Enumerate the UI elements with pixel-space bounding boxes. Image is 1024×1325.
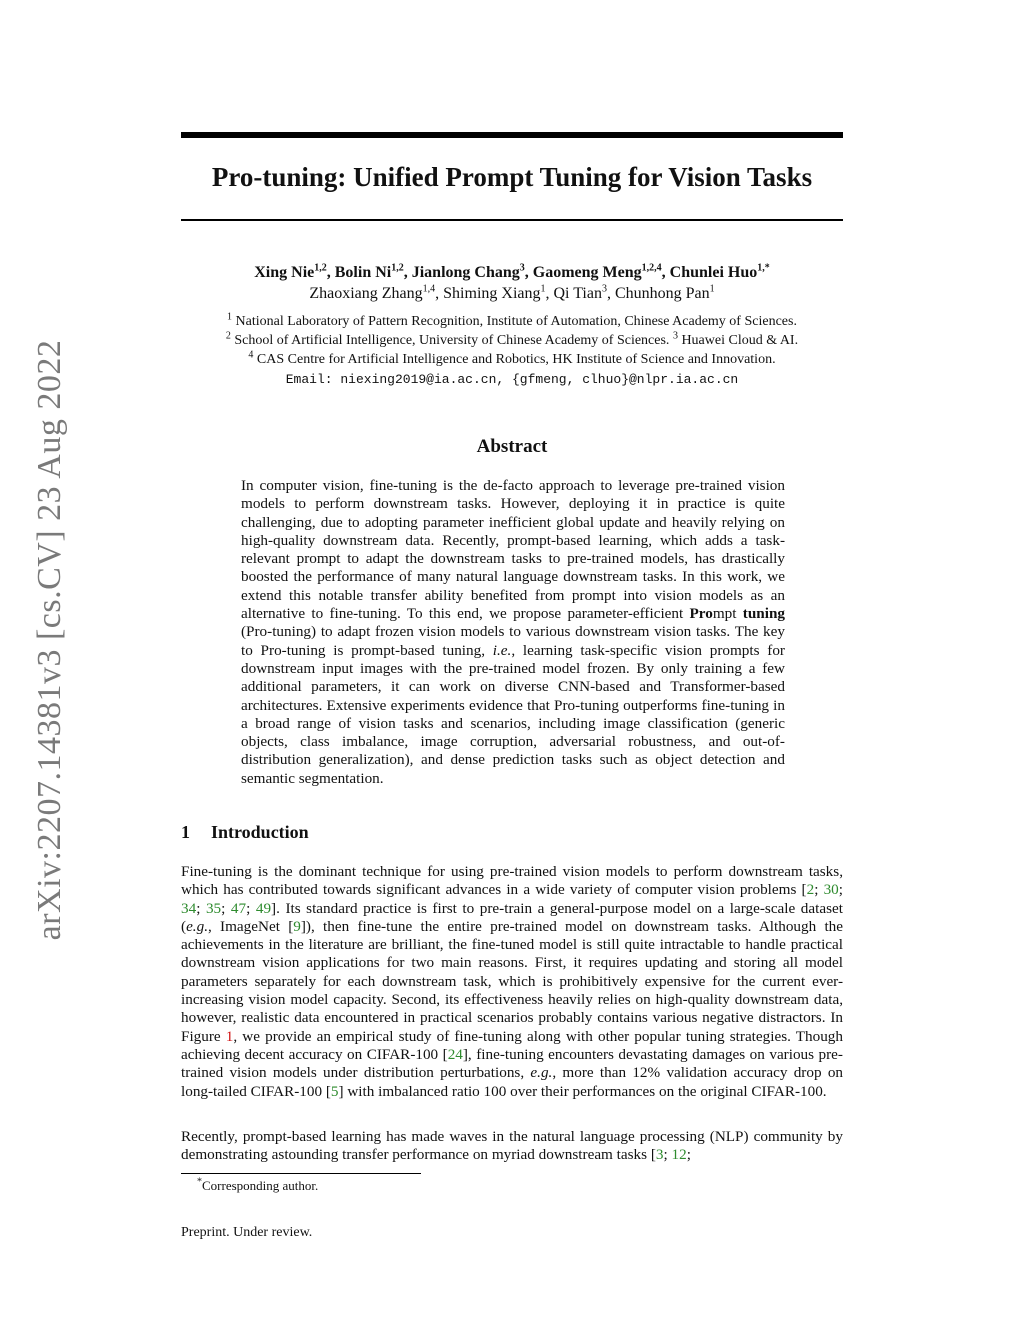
paper-title: Pro-tuning: Unified Prompt Tuning for Vision Tasks <box>211 162 813 192</box>
affiliation-number: 3 <box>672 330 678 342</box>
author-name: Bolin Ni <box>334 264 392 281</box>
author-list-secondary <box>181 285 843 303</box>
body-text: Recently, prompt-based learning has made waves in the natural language processing (NLP) community by demonstrating astounding transfer performance on myriad downstream tasks [ <box>181 1128 843 1164</box>
citation-separator: ; <box>221 899 231 917</box>
abstract-text: (Pro-tuning) to adapt frozen vision models to various downstream vision tasks. The key to Pro-tuning is prompt-based tuning, <box>241 623 785 659</box>
figure-link[interactable]: 1 <box>225 1027 234 1045</box>
affiliation-1 <box>181 311 843 330</box>
citation-separator: ; <box>246 899 256 917</box>
page-footer: Preprint. Under review. <box>181 1225 313 1240</box>
citation-link[interactable]: 2 <box>806 881 815 899</box>
author-separator: , <box>403 264 412 281</box>
body-text: ]), then fine-tune the entire pre-trained model on downstream tasks. Although the achievements in the literature are brilliant, the fine-tuned model is still quite intractable to handle practical downstream vision applications for two main reasons. First, it requires updating and storing all model parameters separately for each downstream task, which is prohibitively expensive for the current ever-increasing vision model capacity. Second, its effectiveness heavily relies on high-quality downstream data, however, realistic data encountered in practical scenarios probably contains various negative distractors. In Figure <box>181 917 844 1045</box>
citation-link[interactable]: 35 <box>205 899 222 917</box>
title-rule-bottom <box>181 219 843 221</box>
footnote-rule <box>181 1173 421 1174</box>
author-affiliation: 1,4 <box>422 283 436 295</box>
author-affiliation: 1,2 <box>314 262 327 274</box>
citation-separator: ; <box>686 1146 691 1164</box>
author-separator: , <box>435 285 444 302</box>
citation-link[interactable]: 24 <box>447 1045 463 1063</box>
abstract-text: , learning task-specific vision prompts for downstream input images with the pre-trained model frozen. By only training a few additional parameters, it can work on diverse CNN-based and Transformer-based architectures. Extensive experiments evidence that Pro-tuning outperforms fine-tuning in a broad range of vision tasks and scenarios, including image classification (generic objects, class imbalance, image corruption, adversarial robustness, and out-of-distribution generalization), and dense prediction tasks such as object detection and semantic segmentation. <box>241 641 785 787</box>
title-rule-top <box>181 132 843 138</box>
author-name: Chunhong Pan <box>614 285 710 302</box>
citation-link[interactable]: 12 <box>671 1146 687 1164</box>
body-text: Fine-tuning is the dominant technique for using pre-trained vision models to perform downstream tasks, which has contributed towards significant advances in a wide variety of computer vision problems [ <box>181 863 843 899</box>
citation-separator: ; <box>814 881 824 899</box>
author-separator: , <box>524 264 533 281</box>
citation-separator: ; <box>196 899 206 917</box>
body-text: , more than 12% validation accuracy drop on long-tailed CIFAR-100 [ <box>181 1064 844 1100</box>
affiliation-text: National Laboratory of Pattern Recognition, Institute of Automation, Chinese Academy of Sciences. <box>235 314 797 329</box>
author-affiliation: 1,* <box>757 262 770 274</box>
contact-email: Email: niexing2019@ia.ac.cn, {gfmeng, clhuo}@nlpr.ia.ac.cn <box>285 372 739 387</box>
author-list-primary <box>181 264 843 282</box>
section-title: Introduction <box>211 822 309 842</box>
body-text: , ImageNet [ <box>208 917 294 935</box>
author-affiliation: 1 <box>709 283 715 295</box>
author-separator: , <box>326 264 335 281</box>
body-text: ], fine-tuning encounters devastating damages on various pre-trained vision models under distribution perturbations, <box>181 1045 843 1082</box>
affiliation-2-3 <box>181 330 843 349</box>
abstract-bold: tuning <box>742 605 785 623</box>
affiliation-text: School of Artificial Intelligence, University of Chinese Academy of Sciences. <box>234 333 670 348</box>
citation-separator: ; <box>663 1146 672 1164</box>
body-italic: e.g. <box>530 1064 553 1082</box>
body-italic: e.g. <box>186 917 208 935</box>
footnote-mark: * <box>197 1176 202 1188</box>
abstract-bold: Pro <box>689 605 713 623</box>
author-separator: , <box>661 264 670 281</box>
affiliation-text: CAS Centre for Artificial Intelligence and Robotics, HK Institute of Science and Innovation. <box>256 352 776 367</box>
author-name: Qi Tian <box>553 285 602 302</box>
author-affiliation: 3 <box>519 262 525 274</box>
author-affiliation: 1,2 <box>391 262 404 274</box>
author-affiliation: 1 <box>540 283 546 295</box>
author-separator: , <box>545 285 554 302</box>
intro-paragraph-2 <box>181 1128 843 1165</box>
affiliation-number: 1 <box>227 311 233 323</box>
body-text: ] with imbalanced ratio 100 over their performances on the original CIFAR-100. <box>338 1082 827 1100</box>
author-name: Xing Nie <box>254 264 315 281</box>
body-text: , we provide an empirical study of fine-tuning along with other popular tuning strategies. Though achieving decent accuracy on CIFAR-100 [ <box>181 1027 843 1063</box>
footnote-text: Corresponding author. <box>202 1178 319 1193</box>
affiliation-number: 4 <box>248 349 254 361</box>
author-name: Jianlong Chang <box>411 264 520 281</box>
citation-separator: ; <box>838 881 843 899</box>
abstract-italic: i.e. <box>492 641 512 659</box>
citation-link[interactable]: 5 <box>330 1082 339 1100</box>
footnote <box>197 1178 318 1194</box>
author-separator: , <box>606 285 615 302</box>
abstract-text: mpt <box>712 605 743 623</box>
intro-paragraph-1 <box>181 863 843 1101</box>
abstract-text: In computer vision, fine-tuning is the de-facto approach to leverage pre-trained vision models to perform downstream tasks. However, deploying it in practice is quite challenging, due to adopting parameter inefficient global update and heavily relying on high-quality downstream data. Recently, prompt-based learning, which adds a task-relevant prompt to adapt the downstream tasks to pre-trained models, has drastically boosted the performance of many natural language downstream tasks. In this work, we extend this notable transfer ability benefited from prompt into vision models as an alternative to fine-tuning. To this end, we propose parameter-efficient <box>241 477 785 623</box>
citation-link[interactable]: 49 <box>255 899 272 917</box>
citation-link[interactable]: 34 <box>181 899 197 917</box>
abstract-body <box>241 477 785 788</box>
citation-link[interactable]: 47 <box>230 899 247 917</box>
body-text: ]. Its standard practice is first to pre-train a general-purpose model on a large-scale dataset ( <box>181 899 843 935</box>
affiliation-text: Huawei Cloud & AI. <box>681 333 799 348</box>
arxiv-side-label <box>0 0 100 1325</box>
arxiv-identifier: arXiv:2207.14381v3 [cs.CV] 23 Aug 2022 <box>31 339 68 941</box>
citation-link[interactable]: 3 <box>655 1146 664 1164</box>
author-name: Gaomeng Meng <box>532 264 642 281</box>
citation-link[interactable]: 30 <box>823 881 839 899</box>
section-heading <box>181 822 309 843</box>
author-name: Chunlei Huo <box>669 264 758 281</box>
author-name: Shiming Xiang <box>443 285 541 302</box>
author-name: Zhaoxiang Zhang <box>309 285 423 302</box>
section-number: 1 <box>181 822 190 842</box>
author-affiliation: 1,2,4 <box>641 262 662 274</box>
author-affiliation: 3 <box>601 283 607 295</box>
abstract-heading: Abstract <box>476 436 548 457</box>
citation-link[interactable]: 9 <box>293 917 301 935</box>
affiliation-number: 2 <box>225 330 231 342</box>
affiliation-4 <box>181 349 843 368</box>
